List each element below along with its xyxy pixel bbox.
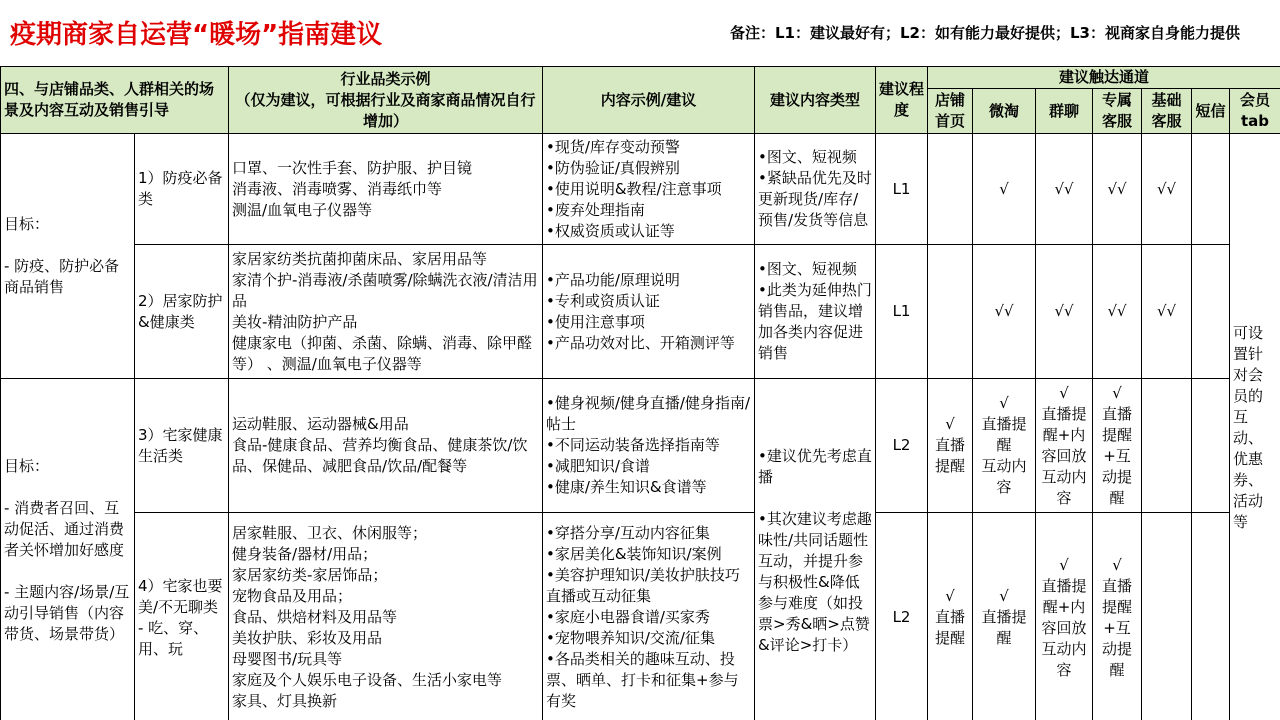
- channel-cell: √ 直播提醒+内容回放 互动内容: [1036, 513, 1093, 720]
- channel-cell: √√: [1036, 134, 1093, 245]
- member-tab-note: 可设置针对会员的互动、优惠券、活动等: [1230, 134, 1280, 720]
- type-cell-shared: •建议优先考虑直播 •其次建议考虑趣味性/共同话题性互动，并提升参与积极性&降低参与难度（如投票>秀&晒>点赞&评论>打卡）: [755, 379, 876, 720]
- level-note: 备注：L1：建议最好有；L2：如有能力最好提供；L3：视商家自身能力提供: [730, 24, 1240, 42]
- level-cell: L2: [876, 513, 928, 720]
- examples-cell: 家居家纺类抗菌抑菌床品、家居用品等 家清个护-消毒液/杀菌喷雾/除螨洗衣液/清洁用品 美妆-精油防护产品 健康家电（抑菌、杀菌、除螨、消毒、除甲醛等） 、测温/血氧电子仪器等: [229, 245, 543, 379]
- header-channel-shop-home: 店铺首页: [928, 89, 973, 134]
- content-cell: •产品功能/原理说明 •专利或资质认证 •使用注意事项 •产品功效对比、开箱测评等: [543, 245, 755, 379]
- examples-cell: 口罩、一次性手套、防护服、护目镜 消毒液、消毒喷雾、消毒纸巾等 测温/血氧电子仪器等: [229, 134, 543, 245]
- channel-cell: [1192, 134, 1230, 245]
- level-cell: L1: [876, 245, 928, 379]
- channel-cell: [928, 134, 973, 245]
- channel-cell: √ 直播提醒 互动内容: [973, 379, 1036, 513]
- guide-table: [0, 66, 1280, 720]
- type-cell: •图文、短视频 •此类为延伸热门销售品，建议增加各类内容促进销售: [755, 245, 876, 379]
- table-row: [1, 513, 1280, 720]
- header-channel-dedicated-service: 专属客服: [1093, 89, 1142, 134]
- channel-cell: √√: [1036, 245, 1093, 379]
- header-content: 内容示例/建议: [543, 67, 755, 134]
- header-channel-group: 建议触达通道: [928, 67, 1280, 89]
- channel-cell: √ 直播提醒: [928, 379, 973, 513]
- channel-cell: √ 直播提醒 +互动提醒: [1093, 513, 1142, 720]
- goal-cell-2: 目标： - 消费者召回、互动促活、通过消费者关怀增加好感度 - 主题内容/场景/互动引导销售（内容带货、场景带货）: [1, 379, 135, 720]
- channel-cell: √√: [1142, 245, 1192, 379]
- channel-cell: √√: [1093, 134, 1142, 245]
- header-type: 建议内容类型: [755, 67, 876, 134]
- header-examples: 行业品类示例 （仅为建议，可根据行业及商家商品情况自行增加）: [229, 67, 543, 134]
- channel-cell: [1142, 379, 1192, 513]
- header-channel-basic-service: 基础客服: [1142, 89, 1192, 134]
- channel-cell: √ 直播提醒 +互动提醒: [1093, 379, 1142, 513]
- channel-cell: [1142, 513, 1192, 720]
- category-cell: 2）居家防护&健康类: [135, 245, 229, 379]
- channel-cell: √ 直播提醒: [973, 513, 1036, 720]
- content-cell: •健身视频/健身直播/健身指南/帖士 •不同运动装备选择指南等 •减肥知识/食谱 •健康/养生知识&食谱等: [543, 379, 755, 513]
- channel-cell: √ 直播提醒+内容回放 互动内容: [1036, 379, 1093, 513]
- header-channel-sms: 短信: [1192, 89, 1230, 134]
- channel-cell: √√: [973, 245, 1036, 379]
- type-cell: •图文、短视频 •紧缺品优先及时更新现货/库存/预售/发货等信息: [755, 134, 876, 245]
- channel-cell: [1192, 379, 1230, 513]
- category-cell: 1）防疫必备类: [135, 134, 229, 245]
- channel-cell: √√: [1142, 134, 1192, 245]
- level-cell: L2: [876, 379, 928, 513]
- examples-cell: 居家鞋服、卫衣、休闲服等； 健身装备/器材/用品； 家居家纺类-家居饰品； 宠物食品及用品； 食品、烘焙材料及用品等 美妆护肤、彩妆及用品 母婴图书/玩具等 家庭及个人娱乐电子设备、生活小家电等 家具、灯具换新: [229, 513, 543, 720]
- content-cell: •穿搭分享/互动内容征集 •家居美化&装饰知识/案例 •美容护理知识/美妆护肤技巧直播或互动征集 •家庭小电器食谱/买家秀 •宠物喂养知识/交流/征集 •各品类相关的趣味互动、投票、晒单、打卡和征集+参与有奖: [543, 513, 755, 720]
- header-channel-group-chat: 群聊: [1036, 89, 1093, 134]
- category-cell: 3）宅家健康生活类: [135, 379, 229, 513]
- channel-cell: [1192, 513, 1230, 720]
- goal-cell-1: 目标： - 防疫、防护必备商品销售: [1, 134, 135, 379]
- examples-cell: 运动鞋服、运动器械&用品 食品-健康食品、营养均衡食品、健康茶饮/饮品、保健品、减肥食品/饮品/配餐等: [229, 379, 543, 513]
- channel-cell: √: [973, 134, 1036, 245]
- channel-cell: [1192, 245, 1230, 379]
- channel-cell: √ 直播提醒: [928, 513, 973, 720]
- table-row: [1, 379, 1280, 513]
- header-channel-member-tab: 会员tab: [1230, 89, 1280, 134]
- header-level: 建议程度: [876, 67, 928, 134]
- category-cell: 4）宅家也要美/不无聊类 - 吃、穿、用、玩: [135, 513, 229, 720]
- content-cell: •现货/库存变动预警 •防伪验证/真假辨别 •使用说明&教程/注意事项 •废弃处理指南 •权威资质或认证等: [543, 134, 755, 245]
- table-row: [1, 245, 1280, 379]
- channel-cell: [928, 245, 973, 379]
- channel-cell: √√: [1093, 245, 1142, 379]
- table-row: [1, 134, 1280, 245]
- level-cell: L1: [876, 134, 928, 245]
- header-channel-weitao: 微淘: [973, 89, 1036, 134]
- page-title: 疫期商家自运营“暖场”指南建议: [10, 20, 383, 50]
- header-scene: 四、与店铺品类、人群相关的场景及内容互动及销售引导: [1, 67, 229, 134]
